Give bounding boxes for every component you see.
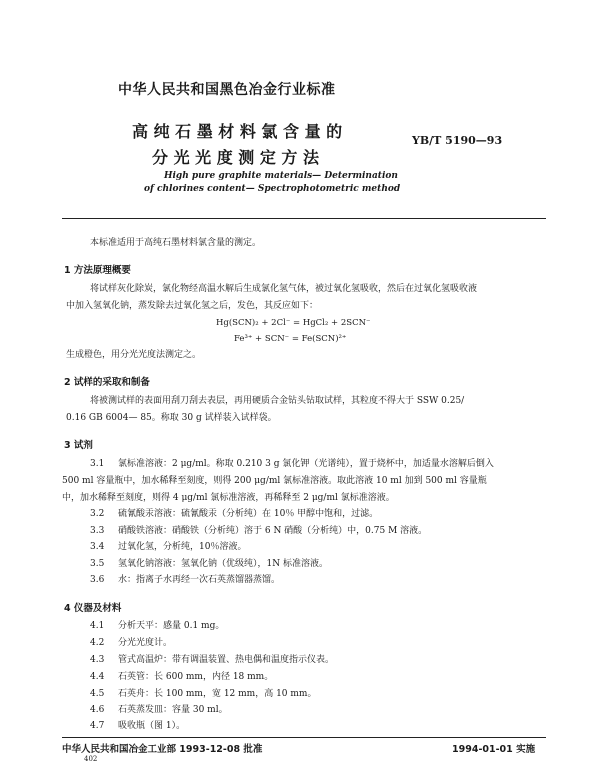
section-2-title: 2 试样的采取和制备 <box>64 377 150 388</box>
section-3-title: 3 试剂 <box>64 440 93 451</box>
item-text: 过氧化氢，分析纯，10％溶液。 <box>118 542 247 552</box>
item-number: 4.1 <box>90 621 105 631</box>
item-text: 石英管：长 600 mm，内径 18 mm。 <box>118 672 274 682</box>
item-number: 3.4 <box>90 542 105 552</box>
title-line-2: 分 光 光 度 测 定 方 法 <box>152 148 319 167</box>
item-text: 分光光度计。 <box>118 638 173 648</box>
section-2-para-2: 0.16 GB 6004— 85。称取 30 g 试样装入试样袋。 <box>66 413 277 423</box>
footer-rule <box>62 737 546 738</box>
item-text: 石英蒸发皿：容量 30 ml。 <box>118 705 228 715</box>
item-4-3 <box>90 655 334 666</box>
section-1-title: 1 方法原理概要 <box>64 265 131 276</box>
item-text: 石英舟：长 100 mm，宽 12 mm，高 10 mm。 <box>118 689 317 699</box>
standard-code: YB/T 5190—93 <box>412 134 503 147</box>
item-text: 氯标准溶液：2 μg/ml。称取 0.210 3 g 氯化钾（光谱纯），置于烧杯中，加适量水溶解后倒入 <box>118 459 494 469</box>
item-number: 3.2 <box>90 509 105 519</box>
item-number: 4.7 <box>90 721 105 731</box>
approval-text: 中华人民共和国冶金工业部 1993-12-08 批准 <box>62 744 263 755</box>
item-text: 硫氰酸汞溶液：硫氰酸汞（分析纯）在 10％ 甲醇中饱和，过滤。 <box>118 509 379 519</box>
item-3-6 <box>90 575 280 586</box>
item-number: 4.4 <box>90 672 105 682</box>
title-line-1: 高 纯 石 墨 材 料 氯 含 量 的 <box>132 122 343 141</box>
item-text: 分析天平：感量 0.1 mg。 <box>118 621 225 631</box>
item-4-7 <box>90 721 185 732</box>
section-1-para-1: 将试样灰化除炭，氯化物经高温水解后生成氯化氢气体，被过氧化氢吸收，然后在过氧化氢吸收液 <box>90 284 478 294</box>
item-text: 吸收瓶（图 1）。 <box>118 721 186 731</box>
item-number: 4.6 <box>90 705 105 715</box>
item-number: 3.6 <box>90 575 105 585</box>
item-text: 水：指离子水再经一次石英蒸馏器蒸馏。 <box>118 575 281 585</box>
item-3-4 <box>90 542 246 553</box>
item-text: 管式高温炉：带有调温装置、热电偶和温度指示仪表。 <box>118 655 335 665</box>
item-3-1-cont-1: 500 ml 容量瓶中，加水稀释至刻度，则得 200 μg/ml 氯标准溶液。取此溶液 10 ml 加到 500 ml 容量瓶 <box>62 476 487 486</box>
item-4-5 <box>90 689 316 700</box>
english-title-line-2: of chlorines content— Spectrophotometric method <box>144 184 401 194</box>
org-title: 中华人民共和国黑色冶金行业标准 <box>118 82 336 98</box>
item-number: 3.3 <box>90 526 105 536</box>
item-number: 4.5 <box>90 689 105 699</box>
item-text: 氢氧化钠溶液：氢氧化钠（优级纯），1N 标准溶液。 <box>118 559 328 569</box>
item-text: 硝酸铁溶液：硝酸铁（分析纯）溶于 6 N 硝酸（分析纯）中，0.75 M 溶液。 <box>118 526 428 536</box>
item-4-2 <box>90 638 172 649</box>
effective-date: 1994-01-01 实施 <box>452 744 536 755</box>
item-4-4 <box>90 672 273 683</box>
equation-1: Hg(SCN)₂ + 2Cl⁻ = HgCl₂ + 2SCN⁻ <box>216 318 371 328</box>
item-number: 4.3 <box>90 655 105 665</box>
section-1-para-2: 中加入氢氧化钠，蒸发除去过氧化氢之后，发色，其反应如下： <box>66 301 319 311</box>
item-4-6 <box>90 705 228 716</box>
item-3-1-cont-2: 中，加水稀释至刻度，则得 4 μg/ml 氯标准溶液，再稀释至 2 μg/ml 氯标准溶液。 <box>62 493 395 503</box>
item-3-5 <box>90 559 328 570</box>
item-number: 3.5 <box>90 559 105 569</box>
section-2-para-1: 将被测试样的表面用刮刀刮去表层，再用硬质合金钻头钻取试样，其粒度不得大于 SSW 0.25/ <box>90 396 465 406</box>
equation-2: Fe³⁺ + SCN⁻ = Fe(SCN)²⁺ <box>234 334 347 344</box>
section-4-title: 4 仪器及材料 <box>64 603 122 614</box>
intro-text: 本标准适用于高纯石墨材料氯含量的测定。 <box>90 238 262 248</box>
page-number: 402 <box>84 755 98 763</box>
section-1-para-3: 生成橙色，用分光光度法测定之。 <box>66 350 202 360</box>
item-3-2 <box>90 509 378 520</box>
item-4-1 <box>90 621 224 632</box>
item-number: 3.1 <box>90 459 105 469</box>
item-3-3 <box>90 526 427 537</box>
item-number: 4.2 <box>90 638 105 648</box>
header-rule <box>62 218 546 219</box>
english-title-line-1: High pure graphite materials— Determination <box>164 171 398 181</box>
item-3-1 <box>90 459 494 470</box>
